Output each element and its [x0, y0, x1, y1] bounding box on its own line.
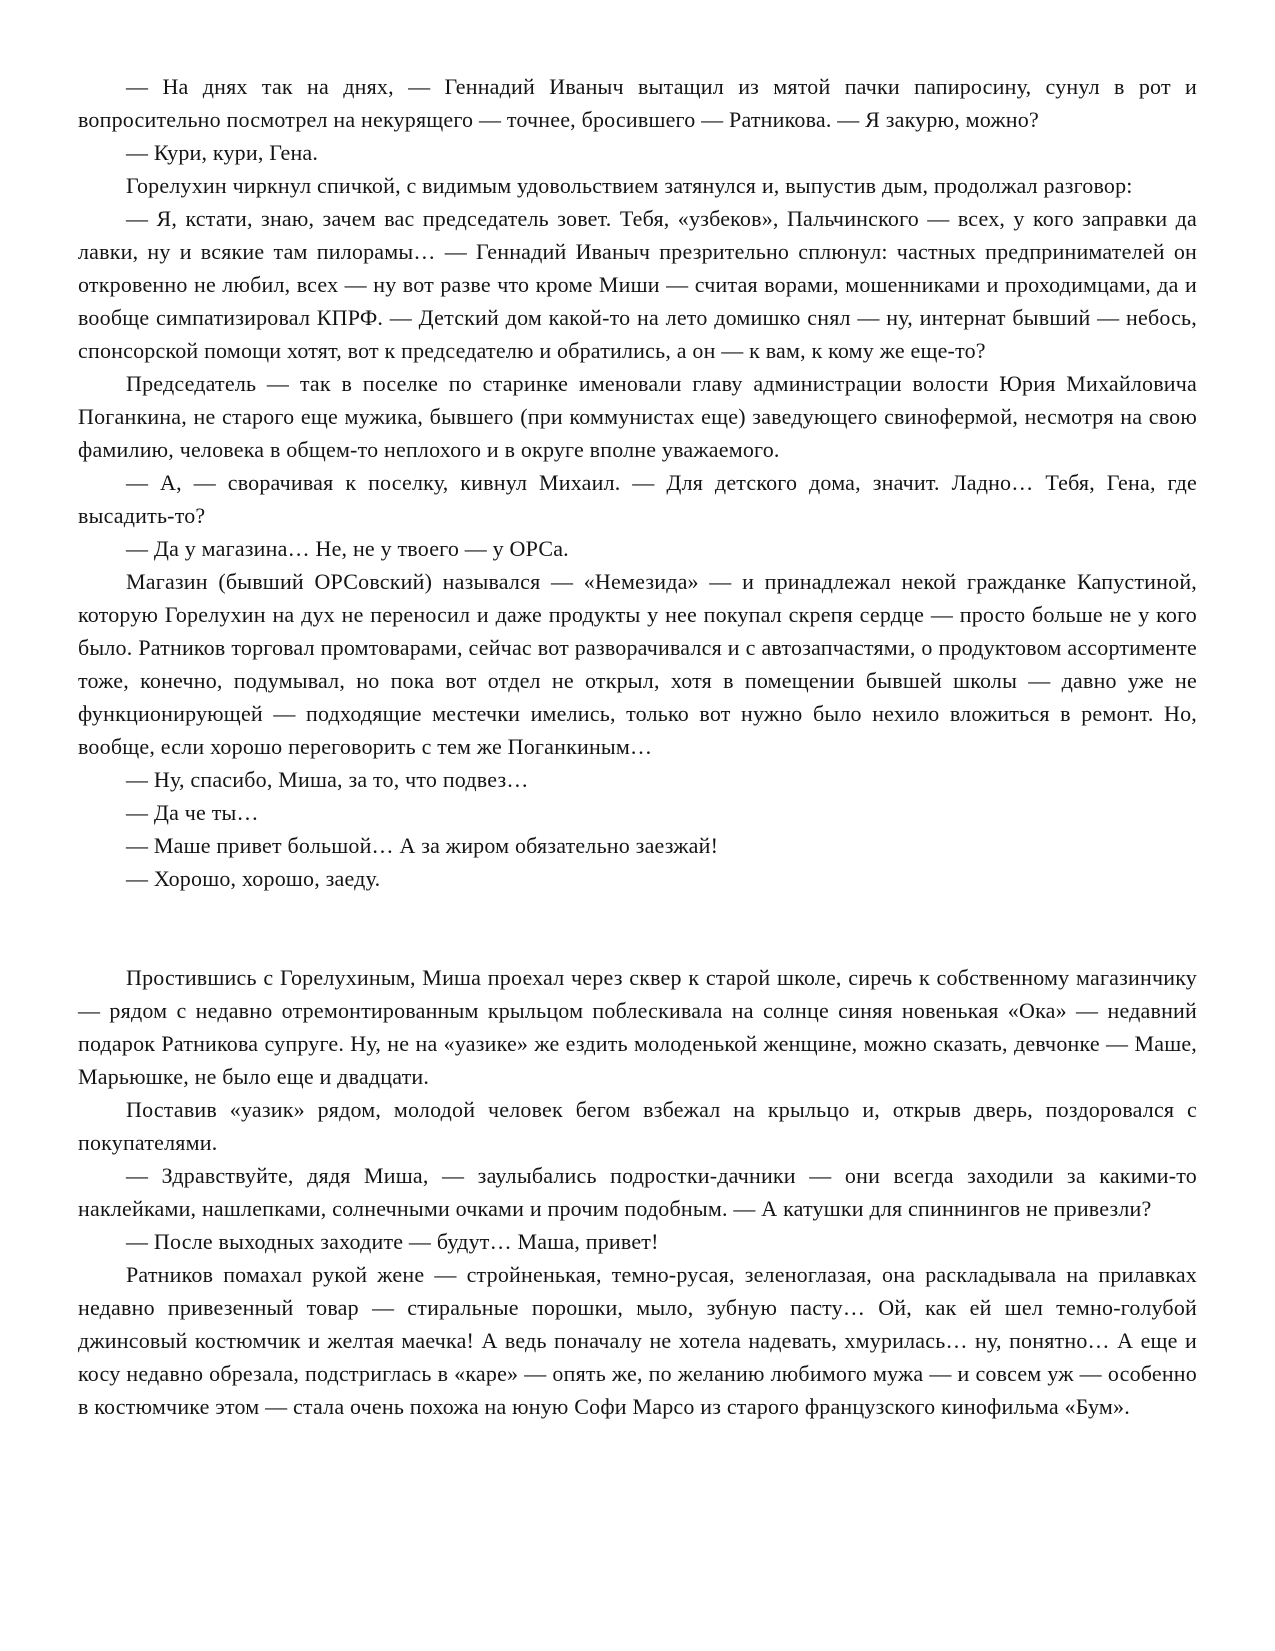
paragraph: Председатель — так в поселке по старинке именовали главу администрации волости Юрия Михайловича Поганкина, не старого еще мужика, бывшего (при коммунистах еще) заведующего свинофермой, несмотря на свою фамилию, человека в общем-то неплохого и в округе вполне уважаемого. [78, 371, 1197, 462]
paragraph: Магазин (бывший ОРСовский) назывался — «Немезида» — и принадлежал некой гражданке Капустиной, которую Горелухин на дух не переносил и даже продукты у нее покупал скрепя сердце — просто больше не у кого было. Ратников торговал промтоварами, сейчас вот разворачивался и с автозапчастями, о продуктовом ассортименте тоже, конечно, подумывал, но пока вот отдел не открыл, хотя в помещении бывшей школы — давно уже не функционирующей — подходящие местечки имелись, только вот нужно было нехило вложиться в ремонт. Но, вообще, если хорошо переговорить с тем же Поганкиным… [78, 569, 1197, 759]
paragraph: Поставив «уазик» рядом, молодой человек бегом взбежал на крыльцо и, открыв дверь, поздоровался с покупателями. [78, 1097, 1197, 1155]
paragraph: — После выходных заходите — будут… Маша, привет! [126, 1229, 659, 1254]
paragraph: — Я, кстати, знаю, зачем вас председатель зовет. Тебя, «узбеков», Пальчинского — всех, у кого заправки да лавки, ну и всякие там пилорамы… — Геннадий Иваныч презрительно сплюнул: частных предпринимателей он откровенно не любил, всех — ну вот разве что кроме Миши — считая ворами, мошенниками и проходимцами, да и вообще симпатизировал КПРФ. — Детский дом какой-то на лето домишко снял — ну, интернат бывший — небось, спонсорской помощи хотят, вот к председателю и обратились, а он — к вам, к кому же еще-то? [78, 206, 1197, 363]
text-section-1 [78, 70, 1197, 895]
paragraph: Простившись с Горелухиным, Миша проехал через сквер к старой школе, сиречь к собственному магазинчику — рядом с недавно отремонтированным крыльцом поблескивала на солнце синяя новенькая «Ока» — недавний подарок Ратникова супруге. Ну, не на «уазике» же ездить молоденькой женщине, можно сказать, девчонке — Маше, Марьюшке, не было еще и двадцати. [78, 965, 1197, 1089]
paragraph: — На днях так на днях, — Геннадий Иваныч вытащил из мятой пачки папиросину, сунул в рот и вопросительно посмотрел на некурящего — точнее, бросившего — Ратникова. — Я закурю, можно? [78, 74, 1197, 132]
paragraph: Горелухин чиркнул спичкой, с видимым удовольствием затянулся и, выпустив дым, продолжал разговор: [126, 173, 1133, 198]
paragraph: — Здравствуйте, дядя Миша, — заулыбались подростки-дачники — они всегда заходили за какими-то наклейками, нашлепками, солнечными очками и прочим подобным. — А катушки для спиннингов не привезли? [78, 1163, 1197, 1221]
paragraph: — Да че ты… [126, 800, 259, 825]
paragraph: — Ну, спасибо, Миша, за то, что подвез… [126, 767, 529, 792]
paragraph: Ратников помахал рукой жене — стройненькая, темно-русая, зеленоглазая, она раскладывала на прилавках недавно привезенный товар — стиральные порошки, мыло, зубную пасту… Ой, как ей шел темно-голубой джинсовый костюмчик и желтая маечка! А ведь поначалу не хотела надевать, хмурилась… ну, понятно… А еще и косу недавно обрезала, подстриглась в «каре» — опять же, по желанию любимого мужа — и совсем уж — особенно в костюмчике этом — стала очень похожа на юную Софи Марсо из старого французского кинофильма «Бум». [78, 1262, 1197, 1419]
paragraph: — Да у магазина… Не, не у твоего — у ОРСа. [126, 536, 569, 561]
paragraph: — Хорошо, хорошо, заеду. [126, 866, 381, 891]
paragraph: — Кури, кури, Гена. [126, 140, 319, 165]
paragraph: — А, — сворачивая к поселку, кивнул Михаил. — Для детского дома, значит. Ладно… Тебя, Гена, где высадить-то? [78, 470, 1197, 528]
paragraph: — Маше привет большой… А за жиром обязательно заезжай! [126, 833, 719, 858]
text-section-2 [78, 961, 1197, 1423]
